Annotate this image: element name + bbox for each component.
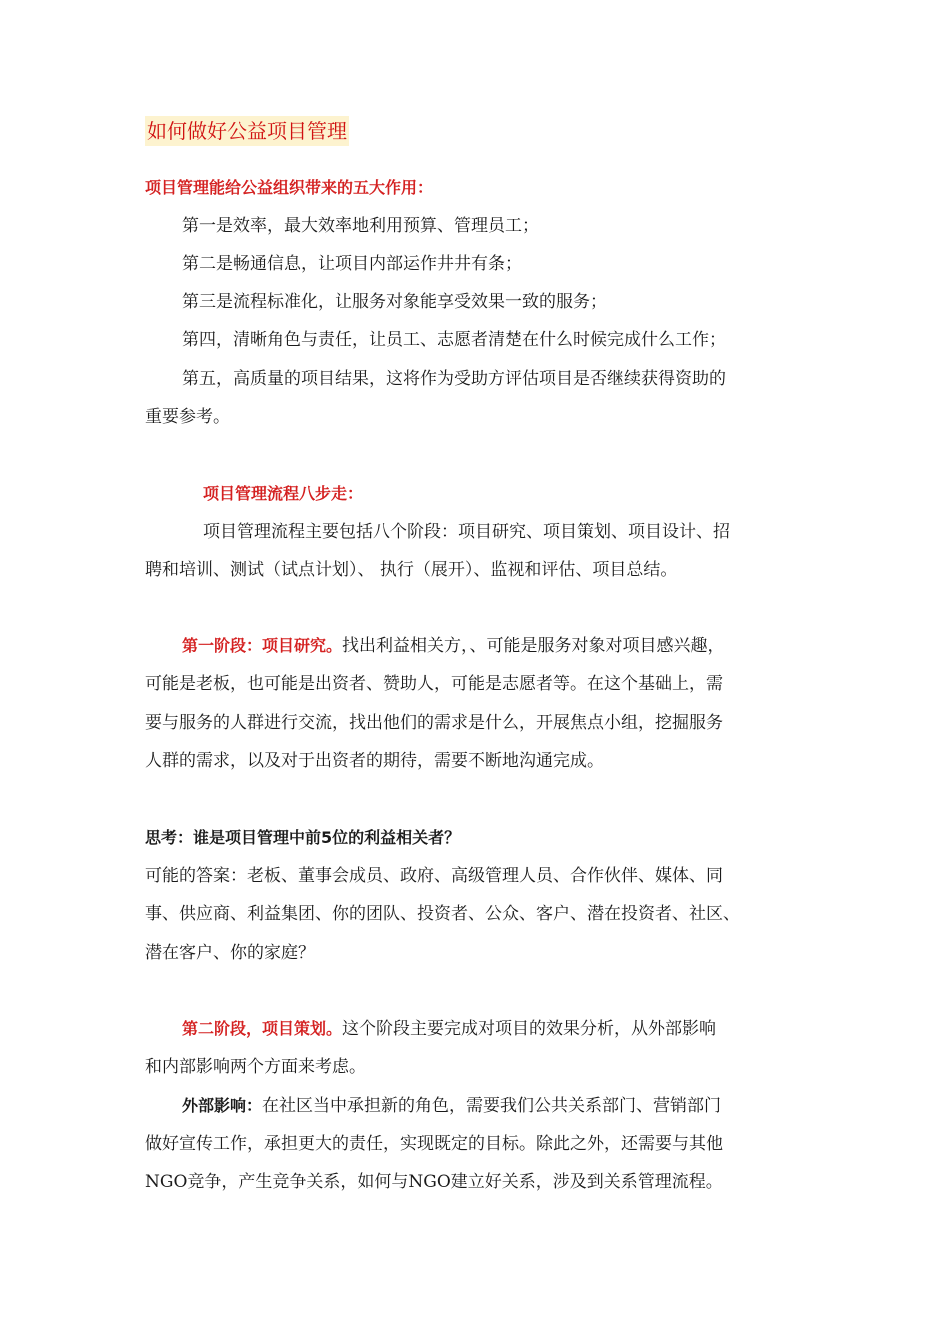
- benefit-item-4: 第四，清晰角色与责任，让员工、志愿者清楚在什么时候完成什么工作；: [182, 330, 726, 350]
- eight-steps-line-2: 聘和培训、测试（试点计划）、 执行（展开）、监视和评估、项目总结。: [145, 560, 678, 580]
- think-question: 思考：谁是项目管理中前5位的利益相关者？: [145, 828, 461, 847]
- stage2-text: 这个阶段主要完成对项目的效果分析，从外部影响: [342, 1019, 717, 1039]
- stage1-paragraph-line-3: 要与服务的人群进行交流，找出他们的需求是什么，开展焦点小组，挖掘服务: [145, 713, 723, 733]
- stage1-paragraph-line-4: 人群的需求，以及对于出资者的期待，需要不断地沟通完成。: [145, 751, 604, 771]
- benefit-item-1: 第一是效率，最大效率地利用预算、管理员工；: [182, 216, 539, 236]
- stage1-paragraph-line-2: 可能是老板，也可能是出资者、赞助人，可能是志愿者等。在这个基础上，需: [145, 674, 723, 694]
- think-answer-line-2: 事、供应商、利益集团、你的团队、投资者、公众、客户、潜在投资者、社区、: [145, 904, 740, 924]
- stage1-text: 找出利益相关方，、可能是服务对象对项目感兴趣，: [342, 636, 725, 656]
- external-impact-text: 在社区当中承担新的角色，需要我们公共关系部门、营销部门: [262, 1096, 722, 1116]
- eight-steps-line-1: 项目管理流程主要包括八个阶段：项目研究、项目策划、项目设计、招: [203, 522, 730, 542]
- benefit-item-5: 第五，高质量的项目结果，这将作为受助方评估项目是否继续获得资助的: [182, 369, 726, 389]
- stage2-label: 第二阶段，项目策划。: [182, 1019, 343, 1038]
- benefit-item-3: 第三是流程标准化，让服务对象能享受效果一致的服务；: [182, 292, 607, 312]
- document-title: 如何做好公益项目管理: [145, 116, 349, 146]
- external-impact-line-2: 做好宣传工作，承担更大的责任，实现既定的目标。除此之外，还需要与其他: [145, 1134, 723, 1154]
- stage1-label: 第一阶段：项目研究。: [182, 636, 343, 655]
- section-heading-eight-steps: 项目管理流程八步走：: [203, 484, 364, 503]
- think-answer-line-1: 可能的答案：老板、董事会成员、政府、高级管理人员、合作伙伴、媒体、同: [145, 866, 723, 886]
- benefit-item-2: 第二是畅通信息，让项目内部运作井井有条；: [182, 254, 522, 274]
- benefit-item-5-cont: 重要参考。: [145, 407, 230, 427]
- stage1-paragraph-line-1: [182, 634, 725, 658]
- stage2-paragraph-line-2: 和内部影响两个方面来考虑。: [145, 1057, 366, 1077]
- external-impact-line-1: [182, 1094, 721, 1118]
- stage2-paragraph-line-1: [182, 1017, 716, 1041]
- external-impact-label: 外部影响：: [182, 1096, 263, 1115]
- external-impact-line-3: NGO竞争，产生竞争关系，如何与NGO建立好关系，涉及到关系管理流程。: [145, 1172, 723, 1192]
- section-heading-benefits: 项目管理能给公益组织带来的五大作用：: [145, 178, 434, 197]
- think-answer-line-3: 潜在客户、你的家庭？: [145, 943, 315, 963]
